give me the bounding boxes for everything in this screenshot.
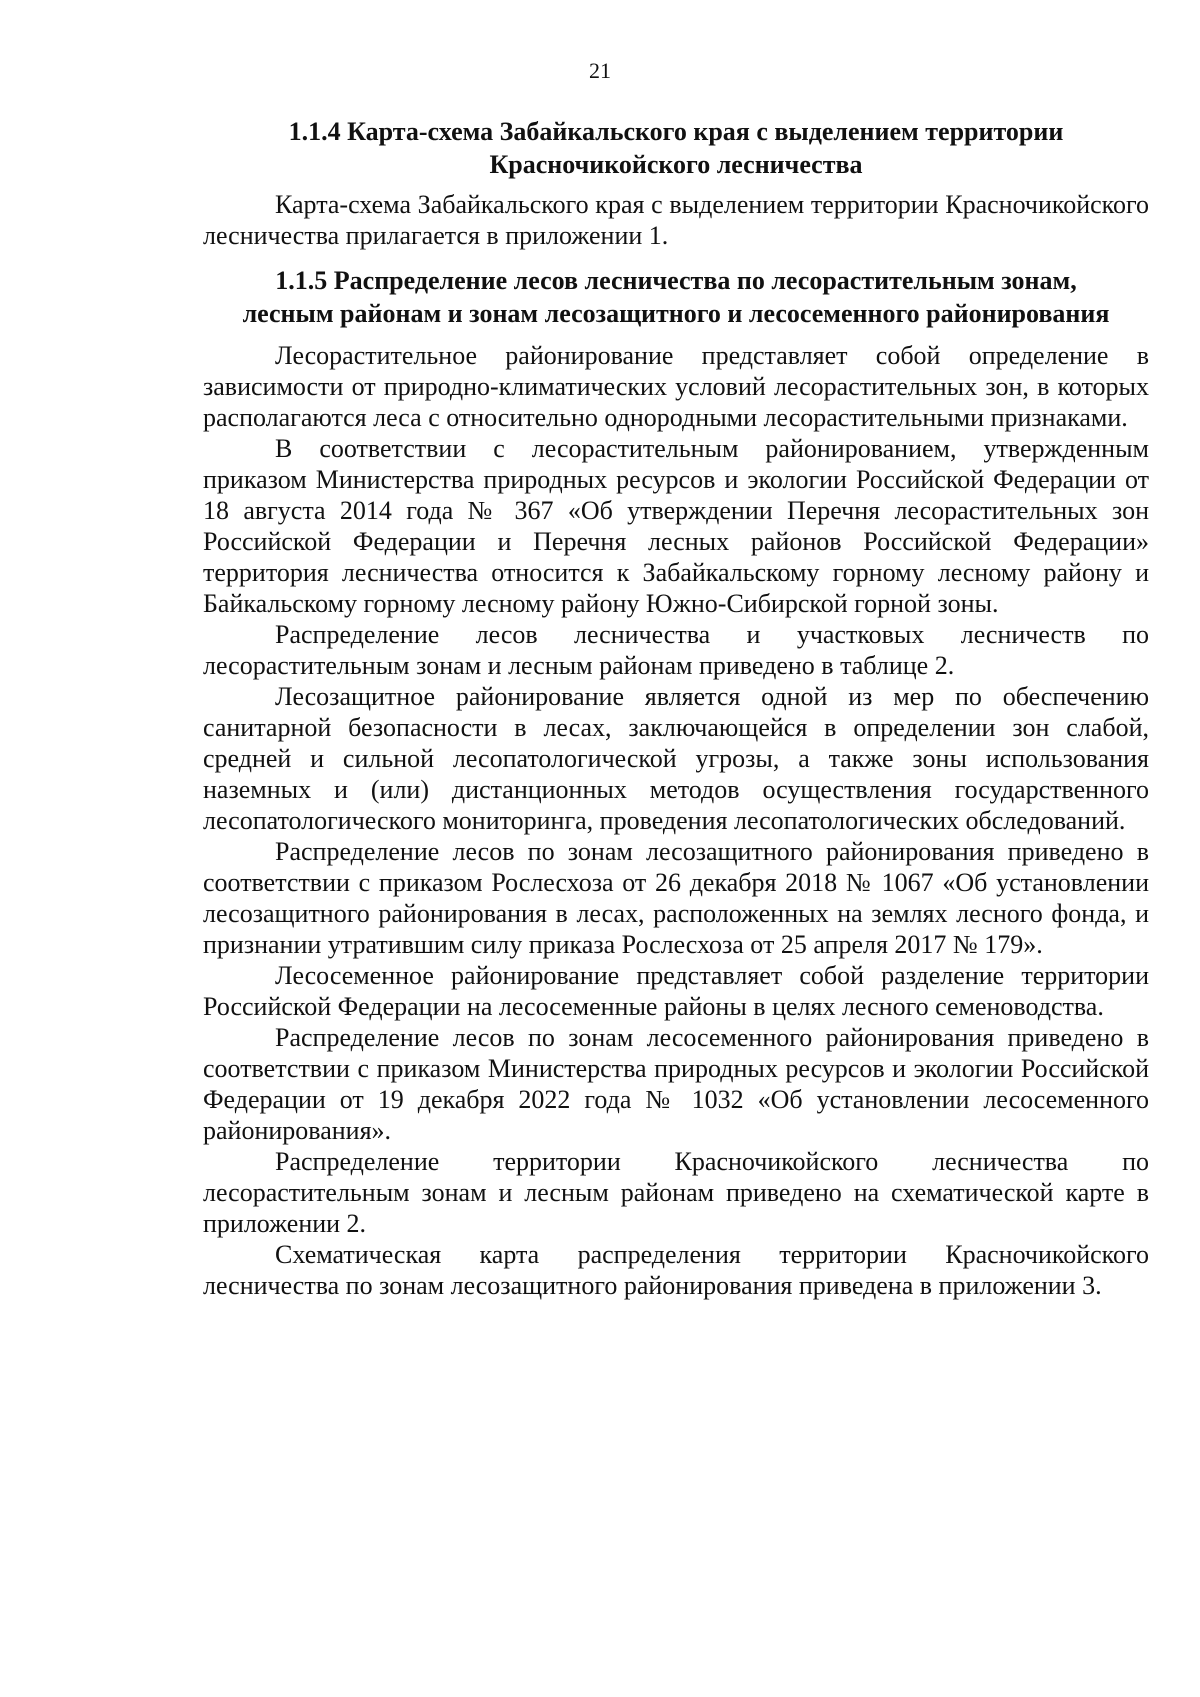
paragraph: Распределение лесов лесничества и участковых лесничеств по лесорастительным зонам и лесным районам приведено в таблице 2. — [203, 620, 1149, 680]
paragraph: Распределение территории Красночикойского лесничества по лесорастительным зонам и лесным районам приведено на схематической карте в приложении 2. — [203, 1147, 1149, 1238]
paragraph: Схематическая карта распределения территории Красночикойского лесничества по зонам лесозащитного районирования приведена в приложении 3. — [203, 1240, 1149, 1300]
section-heading-1-1-5 — [203, 264, 1149, 330]
heading-line: 1.1.5 Распределение лесов лесничества по лесорастительным зонам, — [275, 266, 1077, 295]
page-number: 21 — [589, 58, 611, 83]
paragraph: Лесозащитное районирование является одной из мер по обеспечению санитарной безопасности в лесах, заключающейся в определении зон слабой, средней и сильной лесопатологической угрозы, а также зоны использования наземных и (или) дистанционных методов осуществления государственного лесопатологического мониторинга, проведения лесопатологических обследований. — [203, 682, 1149, 835]
paragraph: Лесорастительное районирование представляет собой определение в зависимости от природно-климатических условий лесорастительных зон, в которых располагаются леса с относительно однородными лесорастительными признаками. — [203, 341, 1149, 432]
heading-line: лесным районам и зонам лесозащитного и лесосеменного районирования — [242, 299, 1110, 328]
heading-line: 1.1.4 Карта-схема Забайкальского края с выделением территории — [288, 117, 1064, 146]
section-heading-1-1-4 — [203, 115, 1149, 181]
paragraph: Карта-схема Забайкальского края с выделением территории Красночикойского лесничества прилагается в приложении 1. — [203, 190, 1149, 250]
paragraph: Распределение лесов по зонам лесосеменного районирования приведено в соответствии с приказом Министерства природных ресурсов и экологии Российской Федерации от 19 декабря 2022 года № 1032 «Об установлении лесосеменного районирования». — [203, 1023, 1149, 1145]
paragraph: Лесосеменное районирование представляет собой разделение территории Российской Федерации на лесосеменные районы в целях лесного семеноводства. — [203, 961, 1149, 1021]
paragraph: В соответствии с лесорастительным районированием, утвержденным приказом Министерства природных ресурсов и экологии Российской Федерации от 18 августа 2014 года № 367 «Об утверждении Перечня лесорастительных зон Российской Федерации и Перечня лесных районов Российской Федерации» территория лесничества относится к Забайкальскому горному лесному району и Байкальскому горному лесному району Южно-Сибирской горной зоны. — [203, 434, 1149, 618]
page-content — [203, 115, 1149, 1301]
paragraph: Распределение лесов по зонам лесозащитного районирования приведено в соответствии с приказом Рослесхоза от 26 декабря 2018 № 1067 «Об установлении лесозащитного районирования в лесах, расположенных на землях лесного фонда, и признании утратившим силу приказа Рослесхоза от 25 апреля 2017 № 179». — [203, 837, 1149, 959]
heading-line: Красночикойского лесничества — [489, 150, 863, 179]
